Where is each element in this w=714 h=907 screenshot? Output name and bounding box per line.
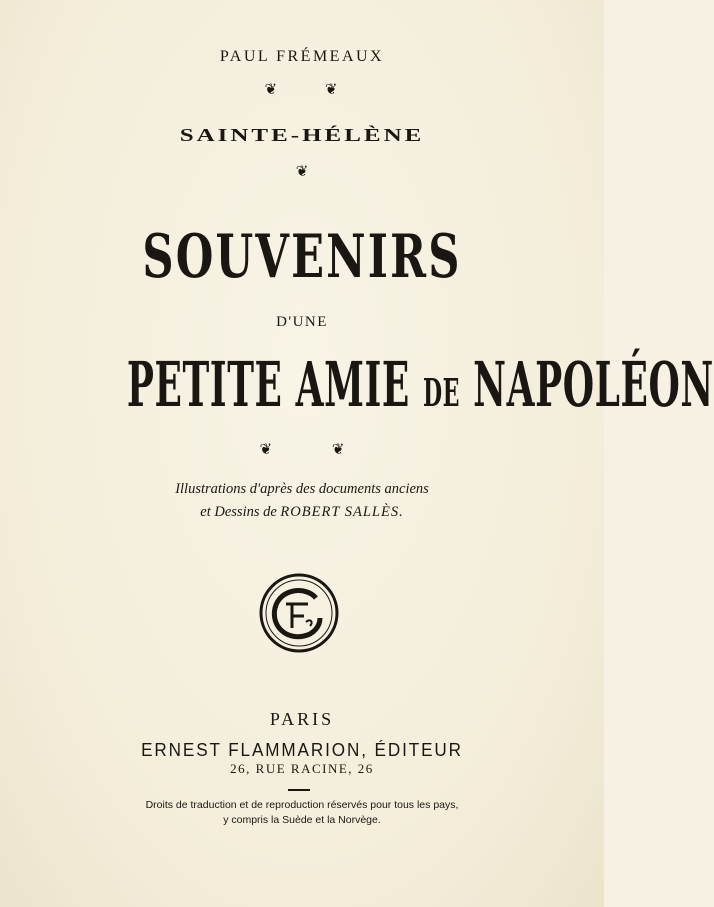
fleuron-ornament: ❦ bbox=[295, 164, 309, 180]
illustrations-credit-line1: Illustrations d'après des documents anciens bbox=[175, 481, 429, 497]
main-title-line2 bbox=[126, 348, 714, 421]
fleuron-ornament-pair: ❦ ❦ bbox=[264, 82, 360, 98]
imprint-publisher: ERNEST FLAMMARION, ÉDITEUR bbox=[141, 740, 463, 760]
rights-notice-line2: y compris la Suède et la Norvège. bbox=[223, 814, 381, 826]
series-title: SAINTE-HÉLÈNE bbox=[179, 125, 425, 146]
illustrations-prefix: et Dessins de bbox=[200, 504, 277, 520]
rights-notice-line1: Droits de traduction et de reproduction réservés pour tous les pays, bbox=[145, 799, 459, 811]
title-part-de: DE bbox=[422, 370, 461, 415]
author-name: PAUL FRÉMEAUX bbox=[219, 48, 385, 65]
title-part-petite-amie: PETITE AMIE bbox=[126, 348, 410, 421]
main-title-connector: D'UNE bbox=[276, 314, 328, 330]
fleuron-ornament-pair-lower: ❦ ❦ bbox=[259, 442, 373, 458]
imprint-city: PARIS bbox=[269, 709, 335, 729]
divider bbox=[288, 789, 310, 791]
publisher-monogram-logo bbox=[258, 572, 340, 654]
artist-name: ROBERT SALLÈS. bbox=[280, 504, 404, 520]
illustrations-credit-line2 bbox=[0, 504, 604, 521]
imprint-address: 26, RUE RACINE, 26 bbox=[230, 761, 374, 776]
title-part-napoleon: NAPOLÉON bbox=[473, 348, 714, 421]
main-title-line1: SOUVENIRS bbox=[142, 222, 462, 292]
